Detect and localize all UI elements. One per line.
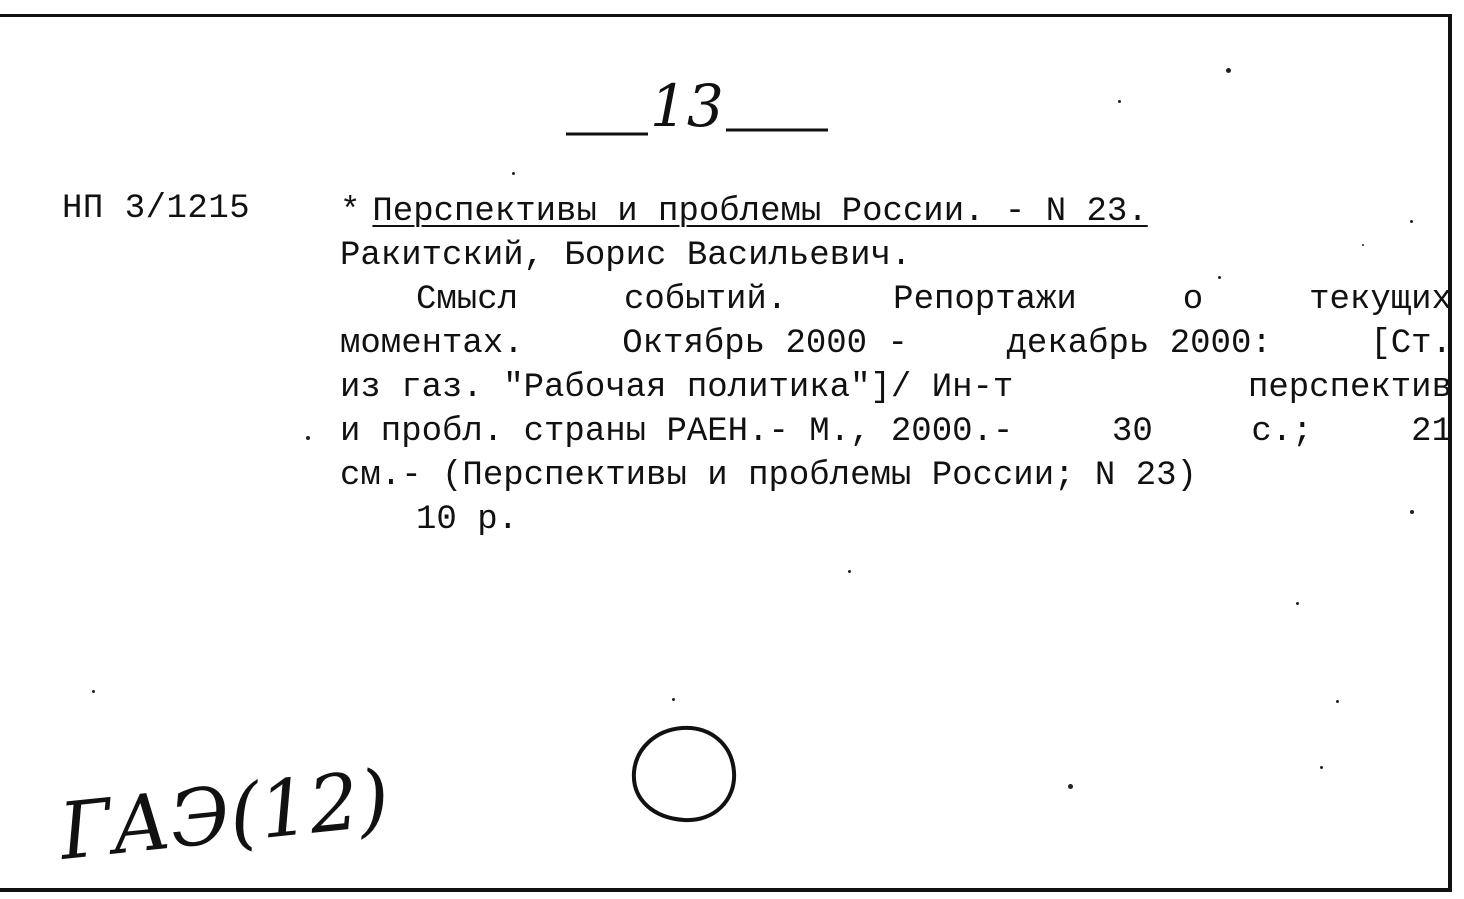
description-line-4 bbox=[340, 410, 1452, 454]
description-word: событий. bbox=[623, 281, 788, 319]
description-word: Октябрь 2000 - bbox=[622, 325, 908, 363]
author-line: Ракитский, Борис Васильевич. bbox=[340, 237, 912, 275]
scan-speck bbox=[306, 436, 310, 440]
scan-speck bbox=[1410, 510, 1414, 514]
description-line-1 bbox=[340, 278, 1452, 322]
scan-speck bbox=[512, 172, 515, 175]
scan-speck bbox=[848, 570, 851, 573]
scan-speck bbox=[1296, 602, 1299, 605]
handwritten-number-text: 13 bbox=[650, 72, 724, 140]
description-word: перспектив bbox=[1247, 369, 1452, 407]
description-word: декабрь 2000: bbox=[1006, 325, 1272, 363]
description-word: [Ст. bbox=[1370, 325, 1452, 363]
scan-speck bbox=[1320, 766, 1323, 769]
stamp-circle bbox=[624, 720, 742, 828]
description-word: из газ. "Рабочая политика"]/ Ин-т bbox=[340, 369, 1014, 407]
handwritten-location-text: ГАЭ(12) bbox=[55, 753, 394, 878]
description-word: 30 bbox=[1111, 413, 1153, 451]
series-title: Перспективы и проблемы России. - N 23. bbox=[372, 193, 1148, 231]
scan-speck bbox=[1226, 68, 1231, 73]
bibliographic-entry bbox=[340, 190, 1452, 542]
scan-speck bbox=[92, 690, 95, 693]
description-word: Смысл bbox=[416, 281, 519, 319]
series-heading bbox=[340, 190, 1452, 234]
description-word: Репортажи bbox=[893, 281, 1077, 319]
scan-speck bbox=[1068, 784, 1073, 789]
scan-speck bbox=[1336, 700, 1339, 703]
description-line-3 bbox=[340, 366, 1452, 410]
scan-speck bbox=[1218, 276, 1221, 279]
description-line-5: см.- (Перспективы и проблемы России; N 23) bbox=[340, 457, 1197, 495]
scan-speck bbox=[1118, 100, 1121, 103]
description-word: и пробл. страны РАЕН.- М., 2000.- bbox=[340, 413, 1014, 451]
description-line-2 bbox=[340, 322, 1452, 366]
description-word: 21 bbox=[1411, 413, 1452, 451]
handwritten-card-number bbox=[566, 64, 828, 144]
description-word: с.; bbox=[1251, 413, 1313, 451]
description-word: о bbox=[1182, 281, 1204, 319]
handwritten-location-note bbox=[55, 735, 394, 885]
scan-speck bbox=[1362, 244, 1364, 246]
description-word: текущих bbox=[1309, 281, 1452, 319]
scan-speck bbox=[672, 698, 675, 701]
shelfmark: НП 3/1215 bbox=[62, 190, 251, 228]
scan-speck bbox=[1410, 220, 1413, 223]
heading-marker: * bbox=[340, 193, 361, 231]
description-word: моментах. bbox=[340, 325, 524, 363]
price: 10 р. bbox=[416, 501, 519, 539]
